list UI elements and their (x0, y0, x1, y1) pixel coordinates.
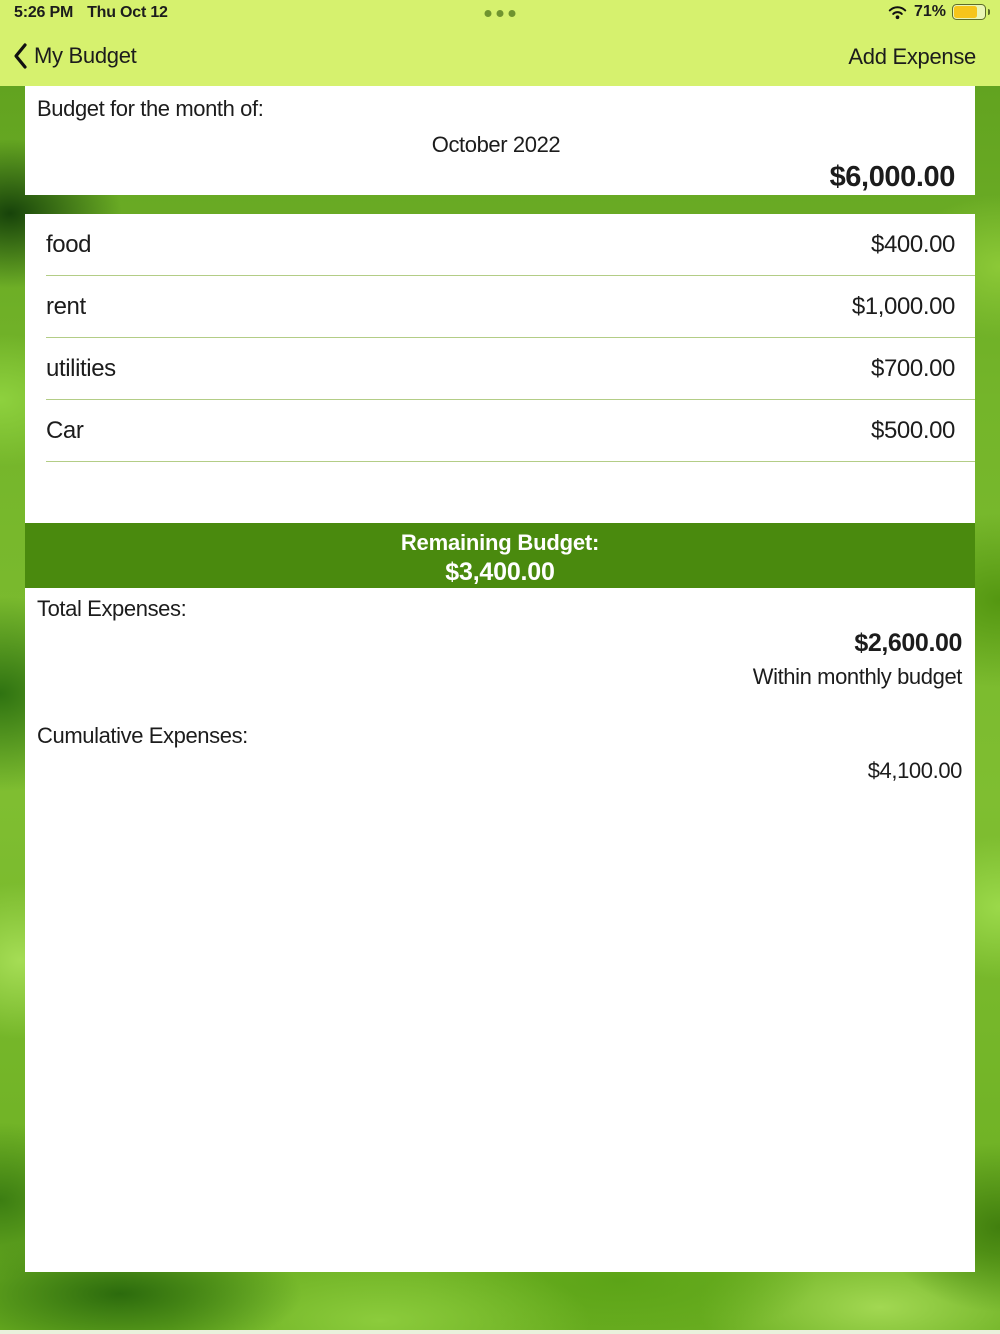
chevron-left-icon (12, 42, 28, 70)
expense-row[interactable] (25, 400, 975, 462)
add-expense-button[interactable]: Add Expense (848, 44, 976, 69)
expense-name: utilities (46, 355, 116, 382)
expense-summary (25, 588, 975, 784)
main-content-card (25, 214, 975, 1272)
expense-amount: $1,000.00 (851, 293, 955, 320)
status-time: 5:26 PM (14, 4, 74, 21)
navigation-bar (0, 28, 1000, 86)
multitasking-dots-icon (485, 10, 516, 17)
status-date: Thu Oct 12 (87, 4, 168, 21)
status-indicators (887, 3, 990, 21)
battery-nub (988, 9, 991, 15)
back-button-label: My Budget (34, 43, 137, 68)
budget-total-amount: $6,000.00 (829, 161, 955, 193)
expense-amount: $500.00 (871, 417, 955, 444)
expense-list (25, 214, 975, 462)
expense-amount: $400.00 (871, 231, 955, 258)
battery-percent: 71% (913, 3, 946, 20)
remaining-budget-label: Remaining Budget: (400, 530, 600, 555)
budget-status-text: Within monthly budget (752, 664, 962, 689)
remaining-budget-banner (25, 523, 975, 588)
expense-row[interactable] (25, 276, 975, 338)
status-time-date (14, 4, 168, 22)
budget-month-value: October 2022 (431, 132, 561, 157)
wifi-icon (887, 4, 908, 20)
cumulative-expenses-amount: $4,100.00 (867, 758, 962, 783)
budget-header-card (25, 86, 975, 195)
remaining-budget-amount: $3,400.00 (445, 558, 555, 586)
expense-name: rent (46, 293, 86, 320)
bottom-edge-highlight (0, 1330, 1000, 1334)
expense-name: Car (46, 417, 84, 444)
expense-row[interactable] (25, 338, 975, 400)
cumulative-expenses-label: Cumulative Expenses: (37, 723, 248, 748)
expense-row[interactable] (25, 214, 975, 276)
budget-month-label: Budget for the month of: (37, 96, 264, 121)
expense-name: food (46, 231, 92, 258)
battery-icon (952, 4, 986, 20)
expense-amount: $700.00 (871, 355, 955, 382)
total-expenses-label: Total Expenses: (37, 596, 187, 621)
total-expenses-amount: $2,600.00 (854, 629, 962, 657)
top-bar (0, 0, 1000, 86)
status-bar (0, 0, 1000, 28)
back-button[interactable] (12, 42, 136, 70)
